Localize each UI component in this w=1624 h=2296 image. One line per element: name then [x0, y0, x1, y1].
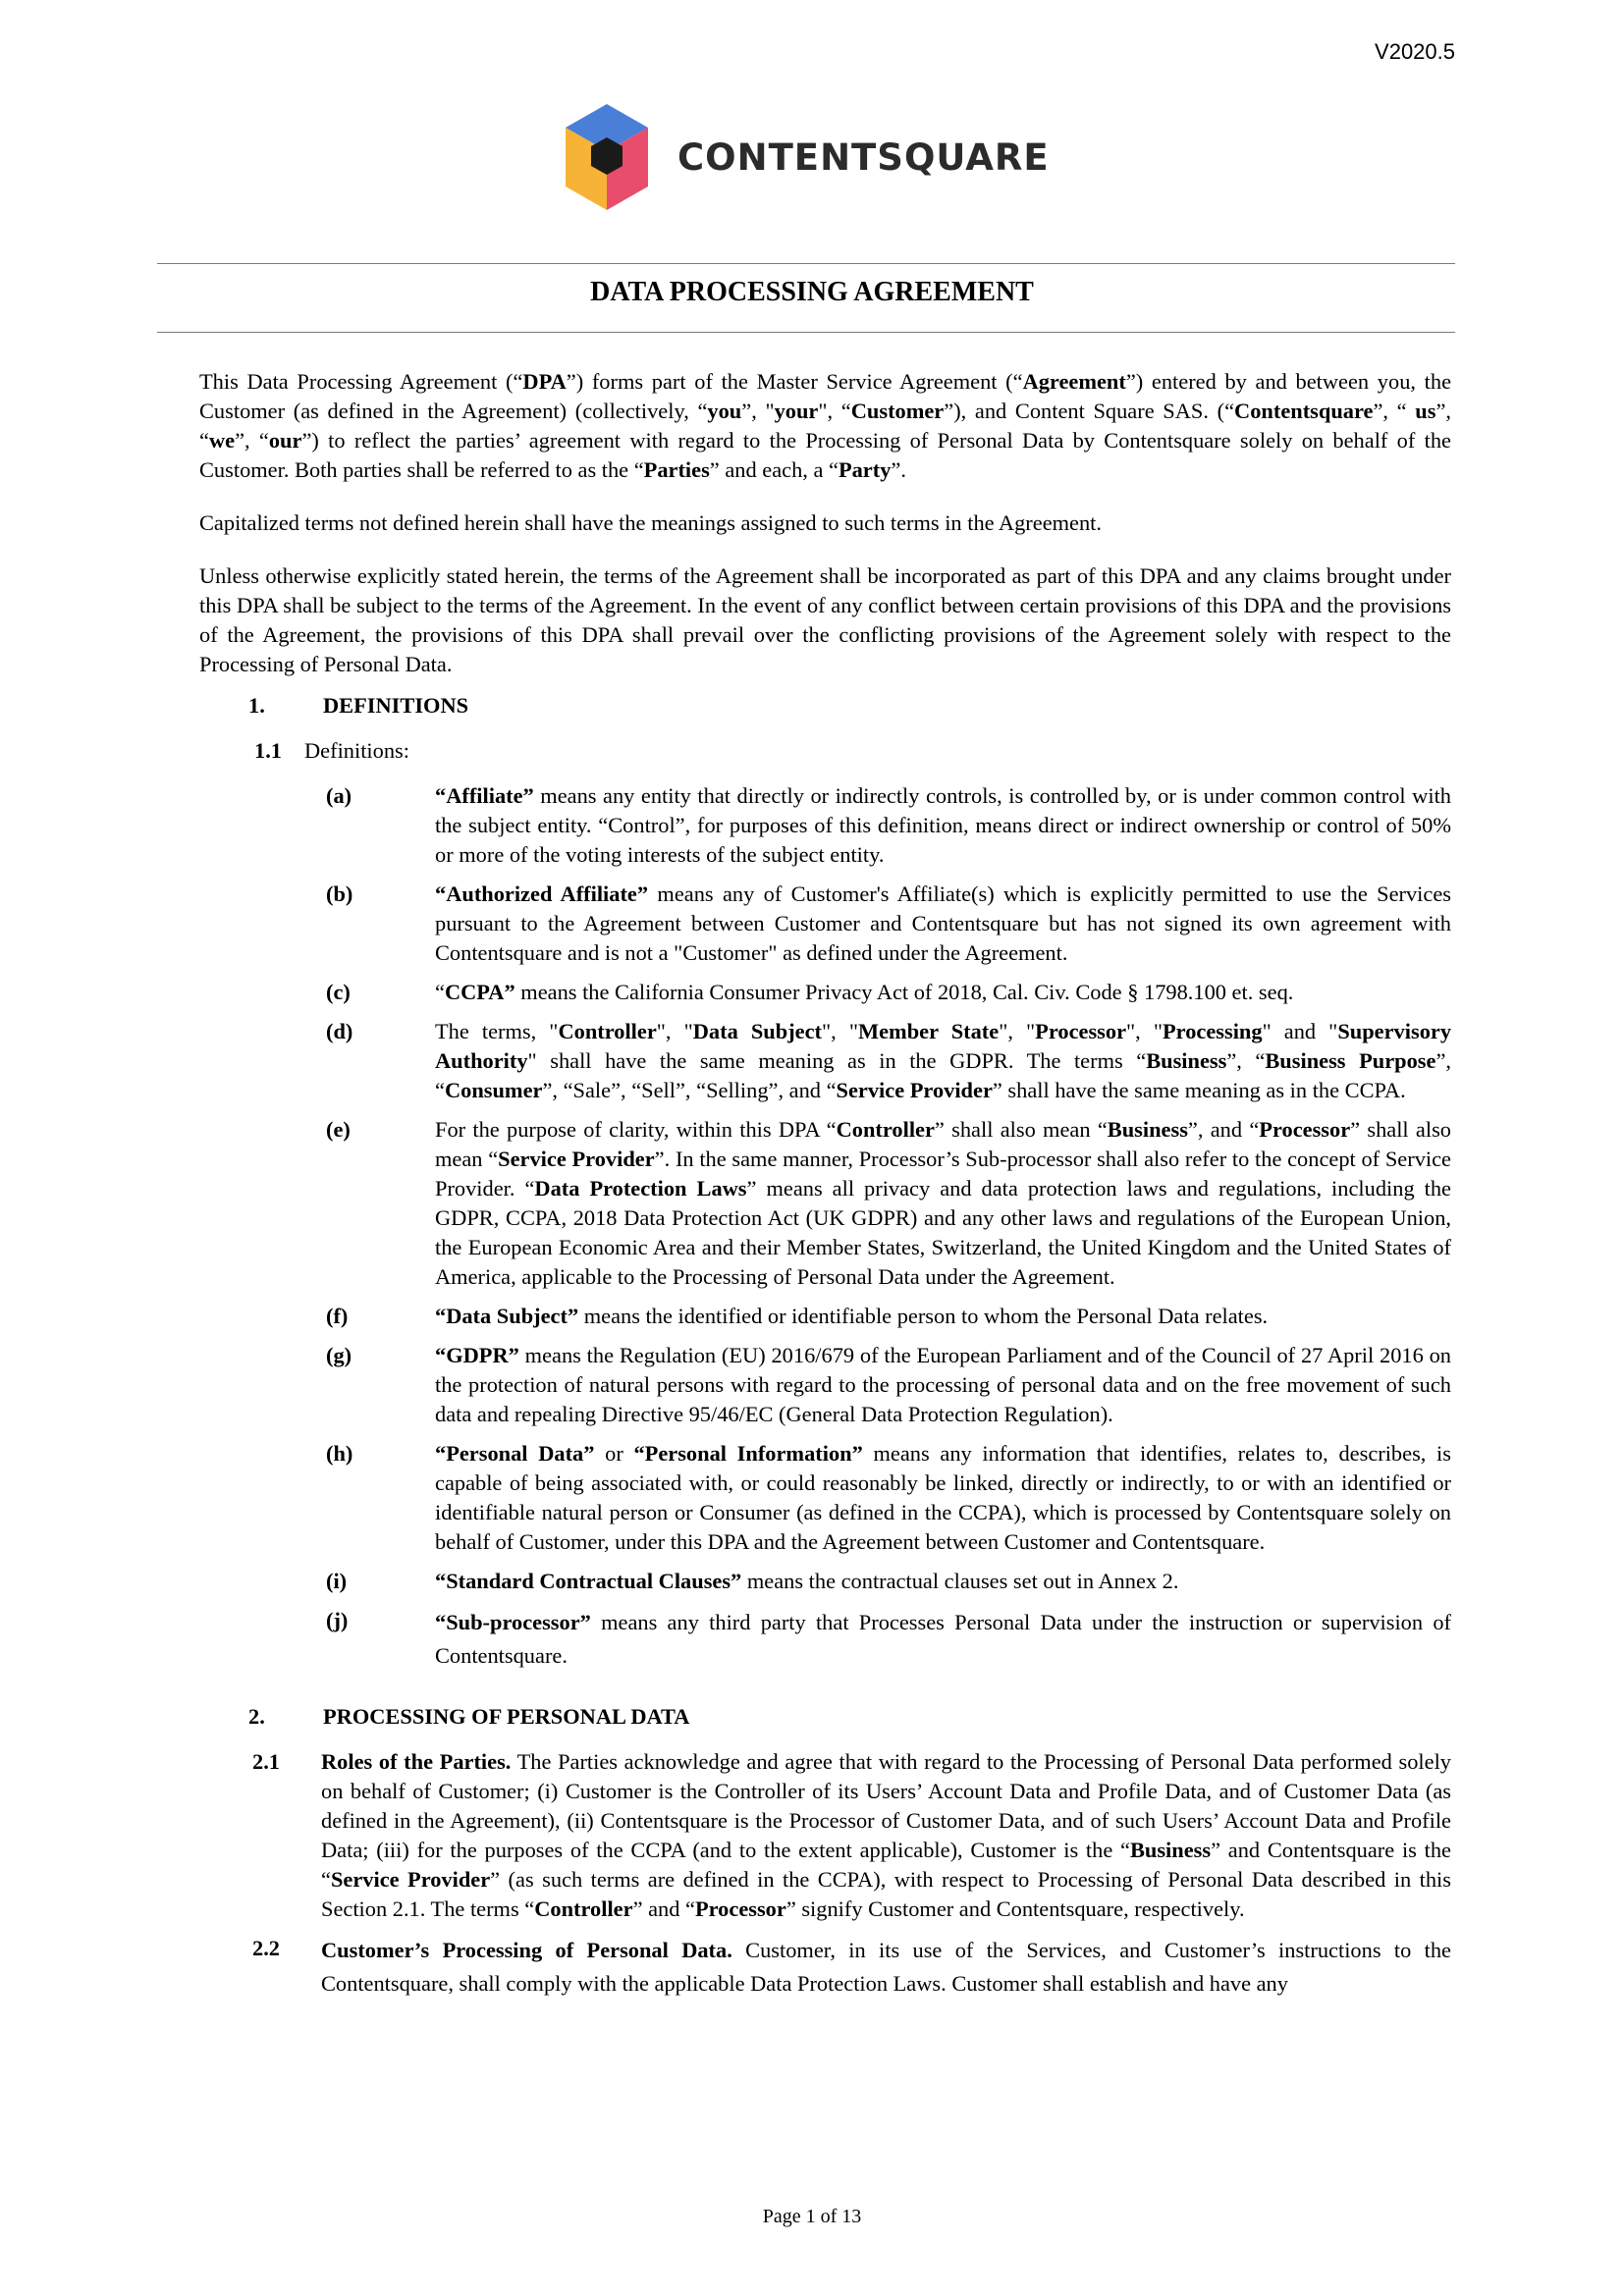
- subsection-1-1: [199, 736, 1451, 766]
- intro-paragraph-2: Capitalized terms not defined herein shall have the meanings assigned to such terms in the Agreement.: [199, 510, 1102, 535]
- clause-item: [199, 1934, 1451, 2001]
- definition-label: (h): [326, 1441, 353, 1466]
- definition-item: [199, 1341, 1451, 1429]
- version-label: V2020.5: [1375, 39, 1455, 64]
- title-rule-top: [157, 263, 1455, 264]
- definition-text: “Data Subject” means the identified or identifiable person to whom the Personal Data relates.: [435, 1304, 1269, 1328]
- contentsquare-hexagon-icon: [558, 102, 656, 212]
- definition-label: (a): [326, 783, 352, 808]
- definition-text: For the purpose of clarity, within this DPA “Controller” shall also mean “Business”, and “Processor” shall also mean “Service Provider”. In the same manner, Processor’s Sub-processor shall also refer to the concept of Service Provider. “Data Protection Laws” means all privacy and data protection laws and regulations, including the GDPR, CCPA, 2018 Data Protection Act (UK GDPR) and any other laws and regulations of the European Union, the European Economic Area and their Member States, Switzerland, the United Kingdom and the United States of America, applicable to the Processing of Personal Data under the Agreement.: [435, 1117, 1451, 1289]
- clause-text: Roles of the Parties. The Parties acknowledge and agree that with regard to the Processing of Personal Data performed solely on behalf of Customer; (i) Customer is the Controller of its Users’ Account Data and Profile Data, and of Customer Data (as defined in the Agreement), (ii) Contentsquare is the Processor of Customer Data, and of such Users’ Account Data and Profile Data; (iii) for the purposes of the CCPA (and to the extent applicable), Customer is the “Business” and Contentsquare is the “Service Provider” (as such terms are defined in the CCPA), with respect to Processing of Personal Data described in this Section 2.1. The terms “Controller” and “Processor” signify Customer and Contentsquare, respectively.: [321, 1749, 1451, 1921]
- clause-number: 2.1: [252, 1749, 280, 1774]
- section-1-heading: [199, 691, 1451, 721]
- section-number: 2.: [248, 1704, 265, 1729]
- company-logo: [558, 102, 1050, 212]
- subsection-title: Definitions:: [304, 738, 409, 763]
- document-body: [199, 367, 1451, 2010]
- intro-paragraph-1: This Data Processing Agreement (“DPA”) forms part of the Master Service Agreement (“Agreement”) entered by and between you, the Customer (as defined in the Agreement) (collectively, “you”, "your", “Customer”), and Content Square SAS. (“Contentsquare”, “ us”, “we”, “our”) to reflect the parties’ agreement with regard to the Processing of Personal Data by Contentsquare solely on behalf of the Customer. Both parties shall be referred to as the “Parties” and each, a “Party”.: [199, 369, 1452, 482]
- definition-text: “GDPR” means the Regulation (EU) 2016/679 of the European Parliament and of the Council of 27 April 2016 on the protection of natural persons with regard to the processing of personal data and on the free movement of such data and repealing Directive 95/46/EC (General Data Protection Regulation).: [435, 1343, 1451, 1426]
- definition-item: [199, 1567, 1451, 1596]
- definition-text: “Standard Contractual Clauses” means the contractual clauses set out in Annex 2.: [435, 1569, 1179, 1593]
- definition-item: [199, 1302, 1451, 1331]
- definition-item: [199, 880, 1451, 968]
- document-title: DATA PROCESSING AGREEMENT: [590, 277, 1034, 307]
- page-number: Page 1 of 13: [762, 2206, 862, 2227]
- subsection-number: 1.1: [254, 738, 282, 763]
- intro-paragraph-3: Unless otherwise explicitly stated herein, the terms of the Agreement shall be incorporated as part of this DPA and any claims brought under this DPA shall be subject to the terms of the Agreement. In the event of any conflict between certain provisions of this DPA and the provisions of the Agreement, the provisions of this DPA shall prevail over the conflicting provisions of the Agreement solely with respect to the Processing of Personal Data.: [199, 563, 1451, 676]
- section-title: PROCESSING OF PERSONAL DATA: [323, 1704, 690, 1729]
- definition-label: (d): [326, 1019, 353, 1043]
- definition-text: “CCPA” means the California Consumer Privacy Act of 2018, Cal. Civ. Code § 1798.100 et. seq.: [435, 980, 1294, 1004]
- definition-label: (f): [326, 1304, 349, 1328]
- section-number: 1.: [248, 693, 265, 718]
- definition-item: [199, 1115, 1451, 1292]
- section-title: DEFINITIONS: [323, 693, 469, 718]
- definitions-list: [199, 781, 1451, 1673]
- definition-label: (e): [326, 1117, 351, 1142]
- definition-item: [199, 1439, 1451, 1557]
- clause-item: [199, 1747, 1451, 1924]
- definition-text: The terms, "Controller", "Data Subject", "Member State", "Processor", "Processing" and "Supervisory Authority" shall have the same meaning as in the GDPR. The terms “Business”, “Business Purpose”, “Consumer”, “Sale”, “Sell”, “Selling”, and “Service Provider” shall have the same meaning as in the CCPA.: [435, 1019, 1452, 1102]
- definition-item: [199, 1606, 1451, 1673]
- definition-text: “Affiliate” means any entity that directly or indirectly controls, is controlled by, or is under common control with the subject entity. “Control”, for purposes of this definition, means direct or indirect ownership or control of 50% or more of the voting interests of the subject entity.: [435, 783, 1451, 867]
- definition-item: [199, 978, 1451, 1007]
- definition-item: [199, 781, 1451, 870]
- section-2-heading: [199, 1702, 1451, 1732]
- clause-text: Customer’s Processing of Personal Data. Customer, in its use of the Services, and Customer’s instructions to the Contentsquare, shall comply with the applicable Data Protection Laws. Customer shall establish and have any: [321, 1938, 1451, 1996]
- definition-label: (c): [326, 980, 351, 1004]
- definition-label: (b): [326, 881, 353, 906]
- logo-wordmark: CONTENTSQUARE: [677, 135, 1050, 179]
- definition-label: (g): [326, 1343, 352, 1367]
- definition-label: (j): [326, 1608, 349, 1632]
- clause-number: 2.2: [252, 1936, 280, 1960]
- definition-label: (i): [326, 1569, 348, 1593]
- section-2-clauses: [199, 1747, 1451, 2001]
- definition-item: [199, 1017, 1451, 1105]
- title-rule-bottom: [157, 332, 1455, 333]
- definition-text: “Sub-processor” means any third party that Processes Personal Data under the instruction or supervision of Contentsquare.: [435, 1610, 1451, 1668]
- definition-text: “Authorized Affiliate” means any of Customer's Affiliate(s) which is explicitly permitted to use the Services pursuant to the Agreement between Customer and Contentsquare but has not signed its own agreement with Contentsquare and is not a "Customer" as defined under the Agreement.: [435, 881, 1451, 965]
- definition-text: “Personal Data” or “Personal Information” means any information that identifies, relates to, describes, is capable of being associated with, or could reasonably be linked, directly or indirectly, to or with an identified or identifiable natural person or Consumer (as defined in the CCPA), which is processed by Contentsquare solely on behalf of Customer, under this DPA and the Agreement between Customer and Contentsquare.: [435, 1441, 1451, 1554]
